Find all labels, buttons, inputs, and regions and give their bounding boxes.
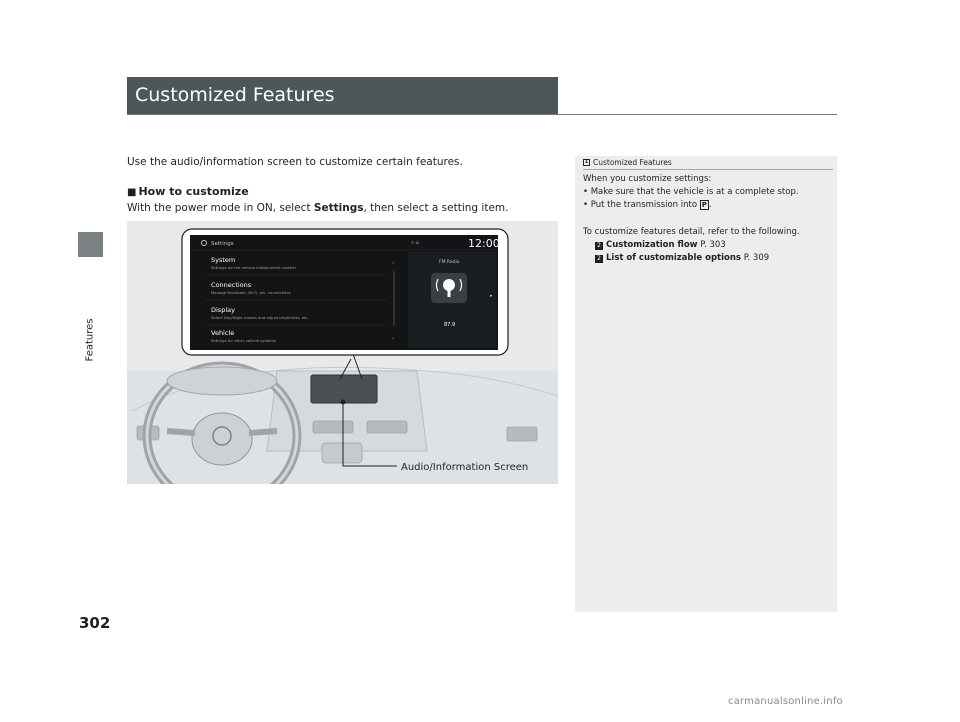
page-number: 302 [79,614,111,632]
setting-item-title[interactable]: System [211,256,236,264]
screen-header: Settings [211,241,234,247]
status-icons: ⚲ ◂) [411,240,419,245]
ref-customization-flow[interactable]: 2 Customization flow P. 303 [595,240,726,250]
reference-arrow-icon: 2 [595,242,603,250]
setting-item-desc: Select Day/Night modes and adjust brightness, etc. [211,315,309,320]
setting-item-title[interactable]: Connections [211,281,252,289]
radio-frequency: 87.9 [444,322,456,328]
sidebar-line: When you customize settings: [583,174,712,184]
howto-instruction: With the power mode in ON, select Settings, then select a setting item. [127,202,509,214]
setting-item-title[interactable]: Vehicle [211,329,235,337]
broadcast-icon [443,279,455,291]
section-tab-marker [78,232,103,257]
sidebar-line: To customize features detail, refer to the following. [583,227,800,237]
reference-arrow-icon: 2 [595,255,603,263]
intro-text: Use the audio/information screen to customize certain features. [127,156,463,168]
callout-label: Audio/Information Screen [401,462,529,473]
panel-arrow-icon[interactable]: ▸ [490,293,493,299]
scroll-up-icon[interactable]: ⌃ [391,262,396,268]
sidebar-note [575,156,837,612]
dashboard-svg [127,221,558,484]
howto-heading: ■ How to customize [127,185,249,198]
sidebar-heading: 1 Customized Features [584,158,672,167]
radio-label: FM Radio [439,260,460,265]
sidebar-rule [583,169,833,170]
setting-item-desc: Manage Bluetooth, Wi-Fi, etc. connections [211,290,291,295]
sidebar-bullet: • Make sure that the vehicle is at a complete stop. [583,187,799,197]
dashboard-illustration [127,221,558,484]
note-icon: 1 [584,159,589,165]
ref-customizable-options[interactable]: 2 List of customizable options P. 309 [595,253,769,263]
screen-clock: 12:00 [468,237,500,250]
sidebar-bullet: • Put the transmission into P . [583,200,712,210]
setting-item-desc: Settings for the vehicle infotainment system [211,265,296,270]
watermark: carmanualsonline.info [728,696,843,707]
section-tab-label: Features [84,318,96,362]
setting-item-desc: Settings for other vehicle systems [211,338,276,343]
page-title: Customized Features [135,84,335,106]
title-bar [127,77,558,115]
title-rule [127,114,837,115]
setting-item-title[interactable]: Display [211,306,235,314]
scroll-down-icon[interactable]: ⌄ [391,335,396,341]
